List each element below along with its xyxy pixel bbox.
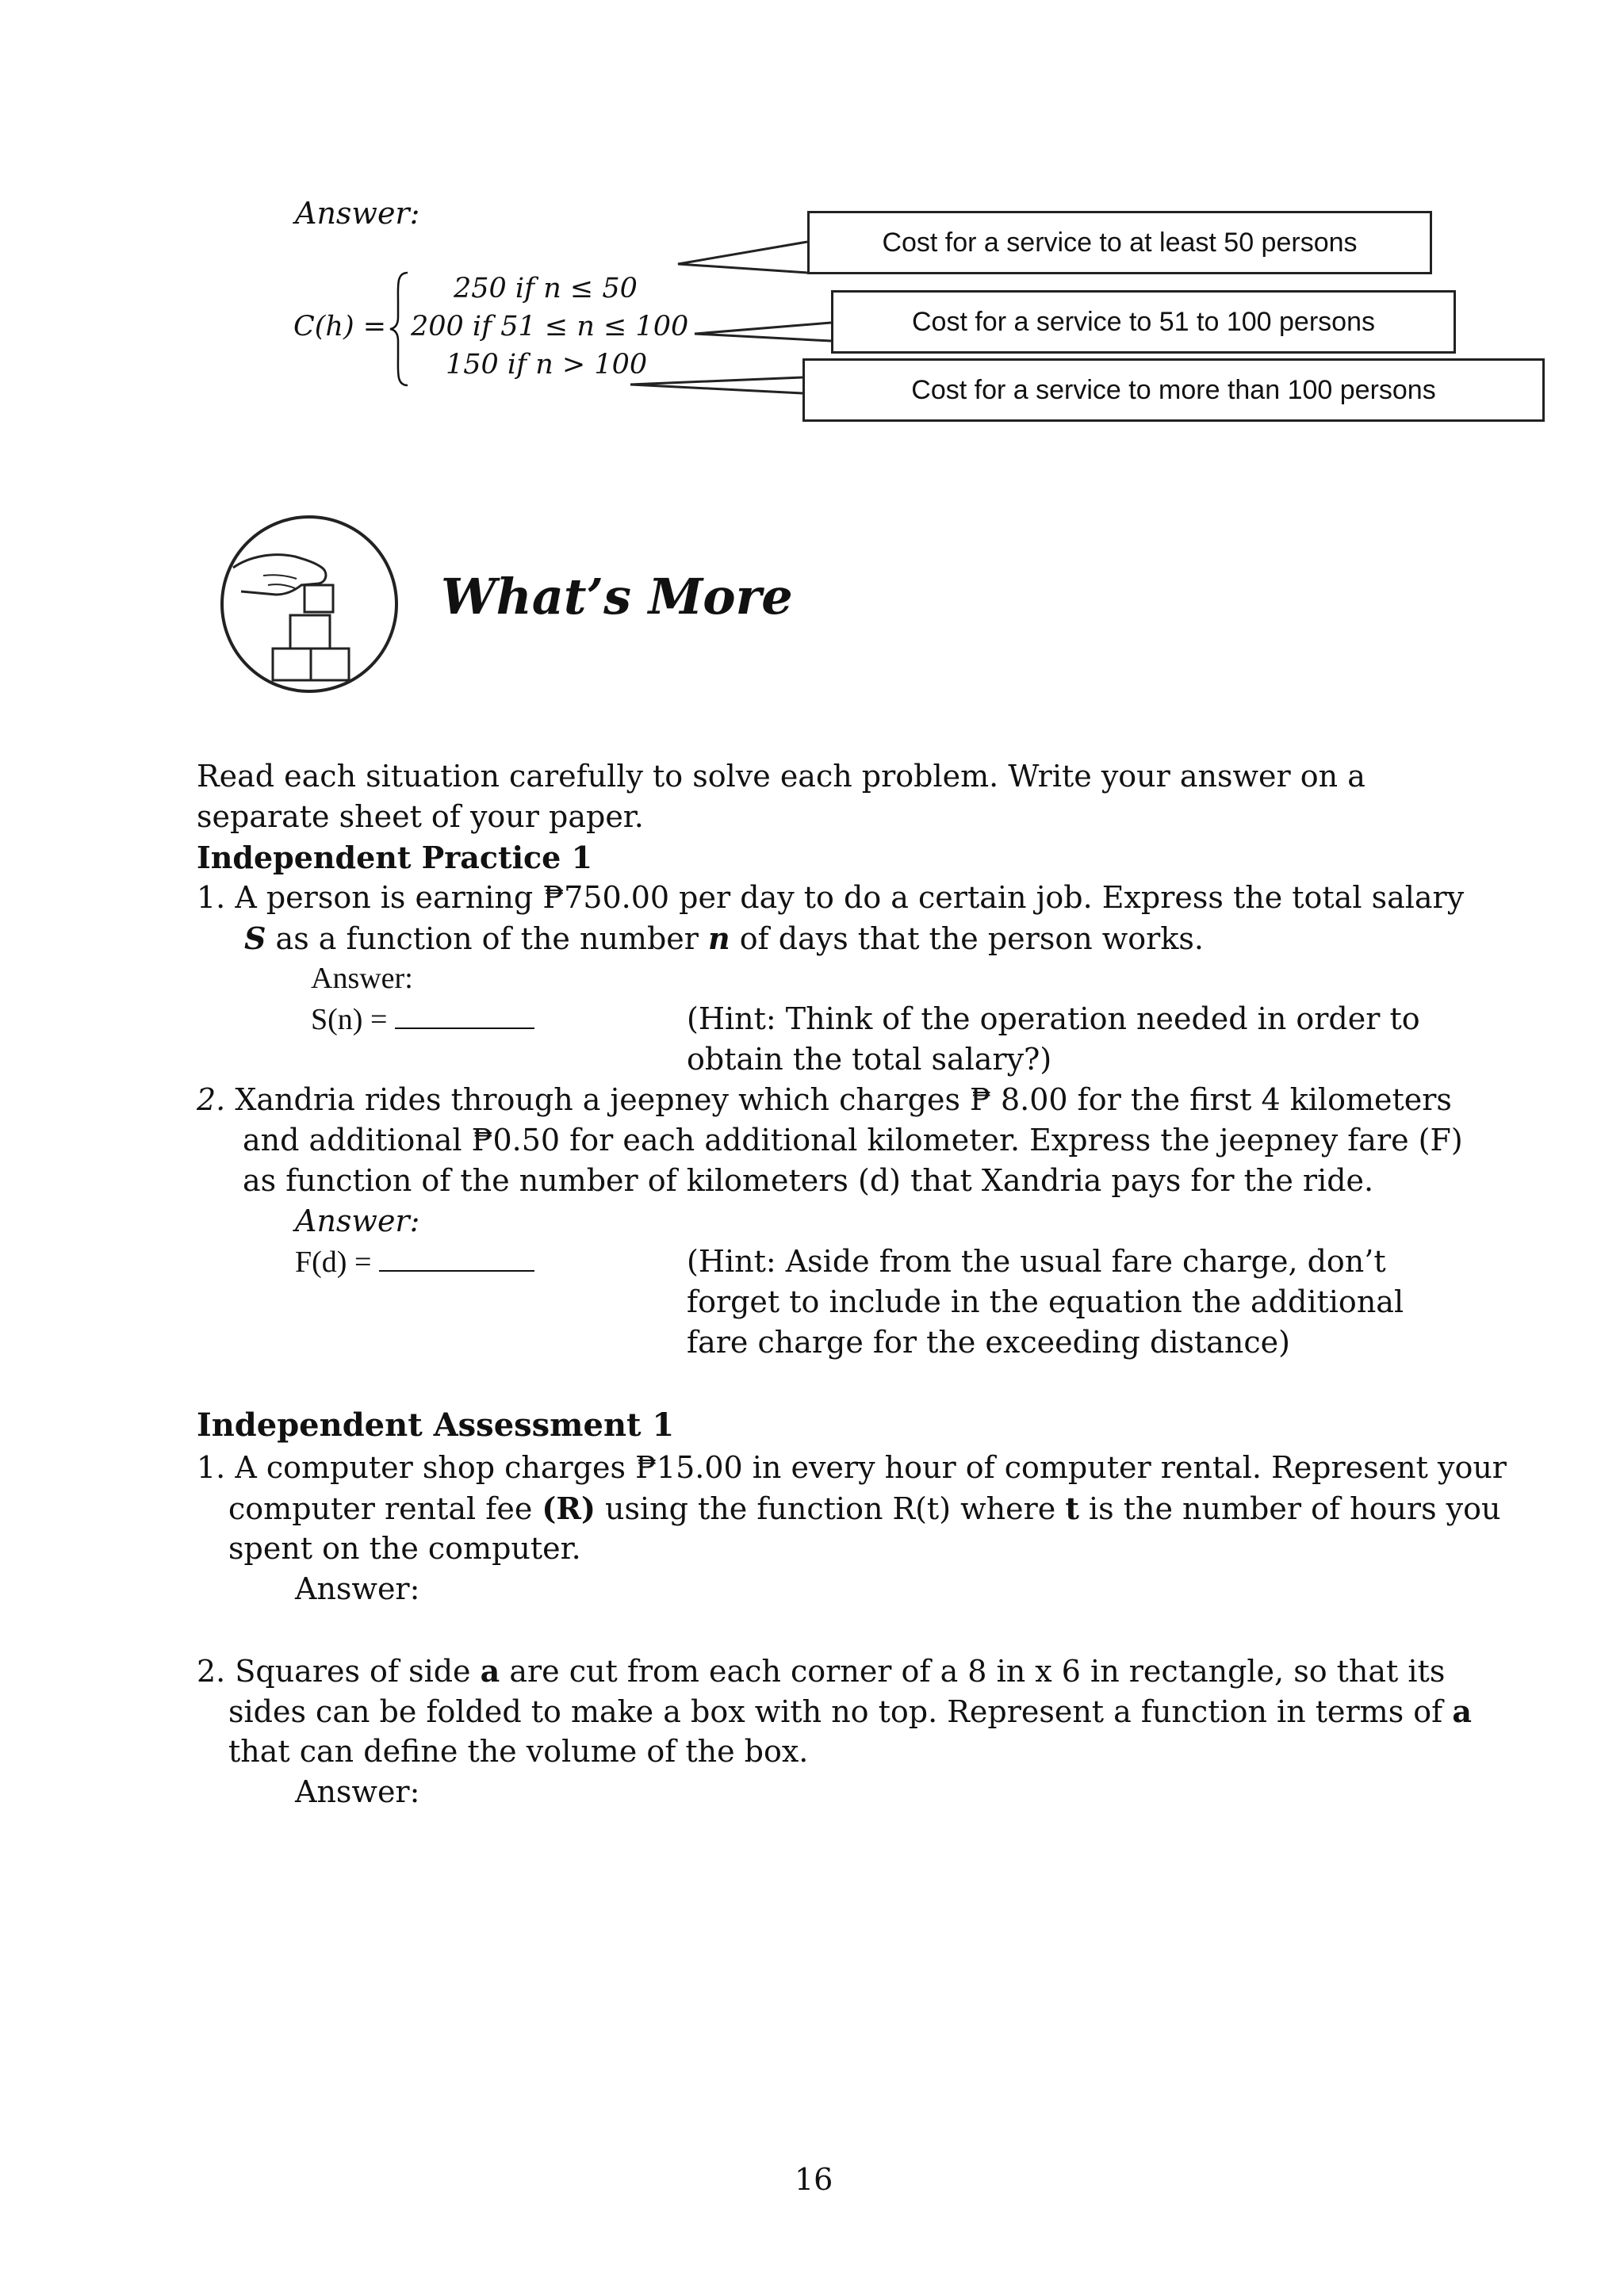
assessment-q2-line-2	[228, 1691, 1472, 1732]
practice-q1-text-b: of days that the person works.	[730, 921, 1204, 956]
practice-q2-line-3: as function of the number of kilometers (d) that Xandria pays for the ride.	[243, 1163, 1374, 1198]
intro-line-1: Read each situation carefully to solve each problem. Write your answer on a	[197, 759, 1365, 794]
var-a: a	[480, 1653, 500, 1689]
case-line-3: 150 if n > 100	[446, 349, 648, 381]
practice-q2-answer-field-label: F(d) =	[295, 1246, 379, 1279]
callout-box-1: Cost for a service to at least 50 persons	[807, 211, 1432, 274]
assessment-q2-text-a: 2. Squares of side	[197, 1654, 481, 1689]
assessment-q1-line-3: spent on the computer.	[228, 1531, 581, 1566]
function-lhs-text: C(h) =	[293, 311, 387, 342]
assessment-q2-text-b: are cut from each corner of a 8 in x 6 in rectangle, so that its	[500, 1654, 1446, 1689]
practice-q1-answer-field	[311, 999, 534, 1040]
assessment-q2-answer-label: Answer:	[295, 1774, 420, 1809]
assessment-heading: Independent Assessment 1	[197, 1406, 675, 1444]
practice-heading: Independent Practice 1	[197, 840, 593, 875]
assessment-q1-line-1: 1. A computer shop charges ₱15.00 in every hour of computer rental. Represent your	[197, 1450, 1507, 1485]
var-n: n	[708, 920, 730, 956]
practice-q1-answer-label: Answer:	[311, 962, 413, 995]
practice-q1-line-1: 1. A person is earning ₱750.00 per day to do a certain job. Express the total salary	[197, 880, 1465, 915]
practice-q2-line-1	[197, 1080, 1452, 1120]
practice-q2-answer-label: Answer:	[295, 1203, 420, 1238]
var-s: S	[244, 920, 266, 956]
practice-q2-line-1-text: Xandria rides through a jeepney which charges ₱ 8.00 for the first 4 kilometers	[225, 1082, 1452, 1117]
practice-q1-text-a: as a function of the number	[266, 921, 709, 956]
practice-q2-answer-field	[295, 1242, 534, 1283]
practice-q1-line-2	[244, 918, 1204, 959]
assessment-q2-text-c: sides can be folded to make a box with no top. Represent a function in terms of	[228, 1694, 1453, 1729]
practice-q1-hint-line-2: obtain the total salary?)	[687, 1042, 1052, 1077]
var-r: (R)	[542, 1490, 596, 1526]
callout-box-2: Cost for a service to 51 to 100 persons	[831, 290, 1456, 354]
assessment-q2-line-3: that can define the volume of the box.	[228, 1734, 809, 1769]
assessment-q1-answer-label: Answer:	[295, 1571, 420, 1606]
assessment-q1-line-2	[228, 1488, 1500, 1529]
practice-q1-hint-line-1: (Hint: Think of the operation needed in order to	[687, 1001, 1420, 1036]
hand-stacking-blocks-icon	[217, 512, 401, 696]
practice-q2-line-2: and additional ₱0.50 for each additional kilometer. Express the jeepney fare (F)	[243, 1123, 1463, 1158]
answer-label-top: Answer:	[295, 196, 420, 231]
practice-q1-answer-field-label: S(n) =	[311, 1003, 395, 1036]
assessment-q1-text-b: using the function R(t) where	[595, 1491, 1066, 1526]
section-title: What’s More	[441, 568, 793, 626]
var-a-2: a	[1452, 1693, 1472, 1729]
assessment-q1-text-c: is the number of hours you	[1078, 1491, 1501, 1526]
case-line-1: 250 if n ≤ 50	[454, 273, 638, 304]
practice-q2-answer-blank[interactable]	[379, 1242, 534, 1272]
var-t: t	[1065, 1490, 1079, 1526]
intro-line-2: separate sheet of your paper.	[197, 799, 644, 834]
page-number: 16	[795, 2162, 833, 2197]
practice-q2-hint-line-1: (Hint: Aside from the usual fare charge, don’t	[687, 1244, 1386, 1279]
case-line-2: 200 if 51 ≤ n ≤ 100	[411, 311, 689, 342]
callout-box-3: Cost for a service to more than 100 persons	[802, 358, 1545, 422]
practice-q2-hint-line-3: fare charge for the exceeding distance)	[687, 1325, 1290, 1360]
assessment-q1-text-a: computer rental fee	[228, 1491, 542, 1526]
practice-q2-number: 2.	[197, 1082, 226, 1117]
assessment-q2-line-1	[197, 1651, 1445, 1692]
practice-q2-hint-line-2: forget to include in the equation the additional	[687, 1284, 1404, 1319]
practice-q1-answer-blank[interactable]	[395, 999, 534, 1029]
